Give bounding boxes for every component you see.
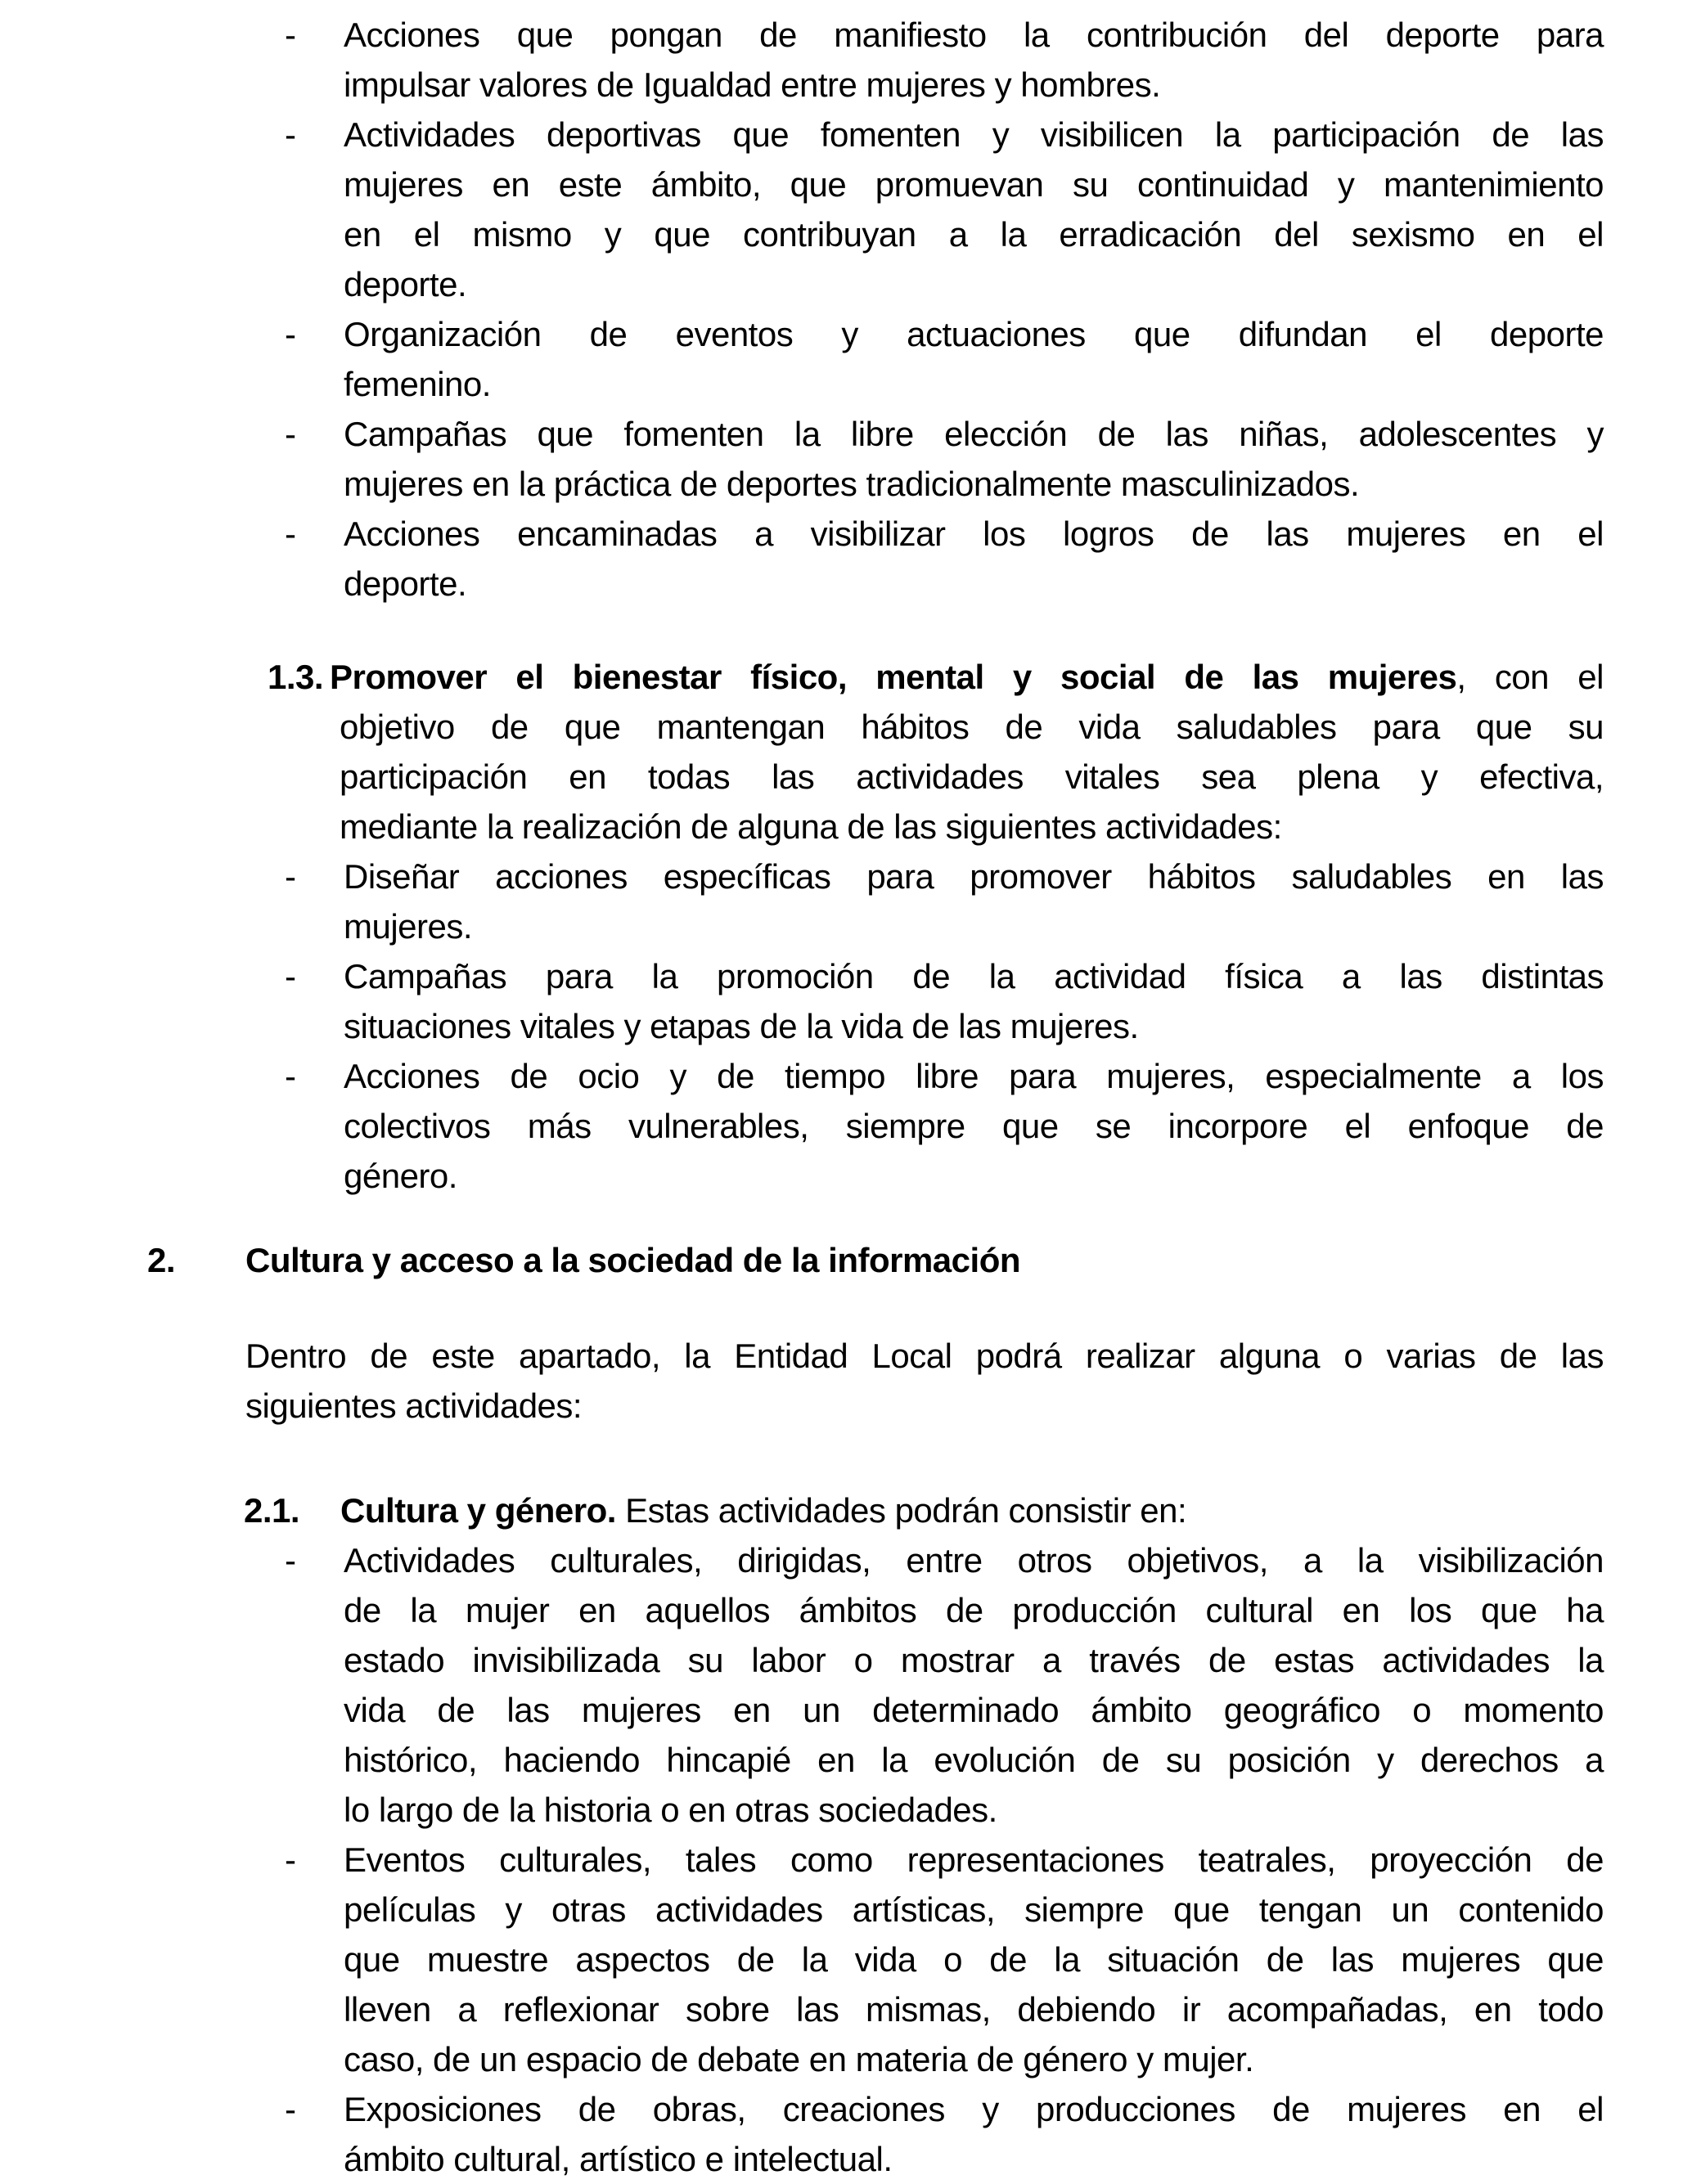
bullet-item <box>285 1835 1604 2084</box>
bold-text-segment: Promover el bienestar físico, mental y social de las mujeres <box>330 658 1457 696</box>
blank-line-spacer <box>0 1285 1692 1331</box>
text-line <box>285 1685 1604 1735</box>
blank-line-spacer <box>0 1201 1692 1235</box>
text-line <box>285 901 1604 951</box>
dash-bullet-marker: - <box>285 315 296 353</box>
text-line <box>285 1935 1604 1984</box>
text-line <box>285 2084 1604 2134</box>
bullet-item <box>285 10 1604 110</box>
text-segment: género. <box>344 1157 457 1195</box>
bullet-item <box>285 1051 1604 1201</box>
subsection-heading-2-1 <box>244 1485 1604 1535</box>
dash-bullet-marker: - <box>285 957 296 995</box>
text-line <box>285 1051 1604 1101</box>
bullet-item <box>285 951 1604 1051</box>
text-line <box>147 1235 1604 1285</box>
text-segment: Eventos culturales, tales como representaciones teatrales, proyección de <box>344 1840 1604 1879</box>
text-segment: Acciones de ocio y de tiempo libre para mujeres, especialmente a los <box>344 1057 1604 1095</box>
text-segment: Acciones que pongan de manifiesto la contribución del deporte para <box>344 16 1604 54</box>
dash-bullet-marker: - <box>285 115 296 154</box>
text-segment: en el mismo y que contribuyan a la erradicación del sexismo en el <box>344 215 1604 254</box>
text-line <box>285 10 1604 60</box>
text-segment: Actividades culturales, dirigidas, entre otros objetivos, a la visibilización <box>344 1541 1604 1580</box>
text-segment: Dentro de este apartado, la Entidad Local podrá realizar alguna o varias de las <box>245 1337 1604 1375</box>
dash-bullet-marker: - <box>285 16 296 54</box>
subsection-heading-1-3 <box>268 652 1604 852</box>
text-line <box>285 2134 1604 2184</box>
bullet-item <box>285 110 1604 309</box>
text-segment: Estas actividades podrán consistir en: <box>615 1491 1187 1530</box>
text-line <box>244 1485 1604 1535</box>
text-line <box>285 509 1604 559</box>
text-line <box>285 60 1604 110</box>
text-segment: impulsar valores de Igualdad entre mujeres y hombres. <box>344 65 1161 104</box>
text-segment: mujeres en la práctica de deportes tradicionalmente masculinizados. <box>344 465 1360 503</box>
dash-bullet-marker: - <box>285 2090 296 2128</box>
text-segment: mujeres. <box>344 907 473 946</box>
text-segment: películas y otras actividades artísticas, siempre que tengan un contenido <box>344 1890 1604 1929</box>
text-segment: femenino. <box>344 365 491 403</box>
text-segment: objetivo de que mantengan hábitos de vida saludables para que su <box>340 708 1604 746</box>
text-line <box>285 1001 1604 1051</box>
text-line <box>285 359 1604 409</box>
text-line <box>285 1785 1604 1835</box>
text-segment: Actividades deportivas que fomenten y visibilicen la participación de las <box>344 115 1604 154</box>
text-line <box>245 1381 1604 1431</box>
bullet-item <box>285 852 1604 951</box>
text-line <box>285 852 1604 901</box>
item-number: 2. <box>147 1241 176 1279</box>
text-line <box>285 1535 1604 1585</box>
section-heading-2 <box>147 1235 1604 1285</box>
text-segment: Exposiciones de obras, creaciones y producciones de mujeres en el <box>344 2090 1604 2128</box>
text-line <box>285 1735 1604 1785</box>
bullet-item <box>285 409 1604 509</box>
text-line <box>268 752 1604 802</box>
bold-text-segment: Cultura y acceso a la sociedad de la información <box>245 1241 1021 1279</box>
text-line <box>285 110 1604 160</box>
text-line <box>285 259 1604 309</box>
text-line <box>268 652 1604 702</box>
text-segment: deporte. <box>344 265 467 303</box>
text-line <box>285 1585 1604 1635</box>
text-line <box>285 1101 1604 1151</box>
text-segment: Organización de eventos y actuaciones que difundan el deporte <box>344 315 1604 353</box>
text-segment: colectivos más vulnerables, siempre que se incorpore el enfoque de <box>344 1107 1604 1145</box>
text-segment: , con el <box>1456 658 1604 696</box>
blank-line-spacer <box>0 1431 1692 1485</box>
text-segment: estado invisibilizada su labor o mostrar a través de estas actividades la <box>344 1641 1604 1679</box>
text-line <box>285 459 1604 509</box>
text-segment: caso, de un espacio de debate en materia de género y mujer. <box>344 2040 1254 2078</box>
text-segment: Diseñar acciones específicas para promover hábitos saludables en las <box>344 857 1604 896</box>
text-line <box>285 209 1604 259</box>
text-line <box>285 309 1604 359</box>
bullet-item <box>285 509 1604 609</box>
text-segment: que muestre aspectos de la vida o de la situación de las mujeres que <box>344 1940 1604 1979</box>
text-line <box>285 1635 1604 1685</box>
text-segment: Campañas que fomenten la libre elección de las niñas, adolescentes y <box>344 415 1604 453</box>
text-segment: participación en todas las actividades vitales sea plena y efectiva, <box>340 757 1604 796</box>
text-line <box>285 1151 1604 1201</box>
text-line <box>285 1984 1604 2034</box>
text-segment: Campañas para la promoción de la actividad física a las distintas <box>344 957 1604 995</box>
text-line <box>285 160 1604 209</box>
text-line <box>268 802 1604 852</box>
text-segment: vida de las mujeres en un determinado ámbito geográfico o momento <box>344 1691 1604 1729</box>
text-segment: lleven a reflexionar sobre las mismas, debiendo ir acompañadas, en todo <box>344 1990 1604 2029</box>
text-segment: Acciones encaminadas a visibilizar los logros de las mujeres en el <box>344 515 1604 553</box>
dash-bullet-marker: - <box>285 415 296 453</box>
text-line <box>285 1885 1604 1935</box>
text-line <box>285 1835 1604 1885</box>
dash-bullet-marker: - <box>285 515 296 553</box>
text-segment: ámbito cultural, artístico e intelectual. <box>344 2140 893 2178</box>
text-line <box>285 409 1604 459</box>
blank-line-spacer <box>0 609 1692 652</box>
text-segment: mediante la realización de alguna de las siguientes actividades: <box>340 807 1282 846</box>
bold-text-segment: Cultura y género. <box>340 1491 616 1530</box>
bullet-item <box>285 309 1604 409</box>
text-line <box>245 1331 1604 1381</box>
item-number: 2.1. <box>244 1491 300 1530</box>
dash-bullet-marker: - <box>285 1840 296 1879</box>
text-segment: de la mujer en aquellos ámbitos de producción cultural en los que ha <box>344 1591 1604 1629</box>
text-line <box>285 559 1604 609</box>
text-segment: siguientes actividades: <box>245 1386 583 1425</box>
text-line <box>285 2034 1604 2084</box>
text-segment: deporte. <box>344 564 467 603</box>
dash-bullet-marker: - <box>285 1057 296 1095</box>
dash-bullet-marker: - <box>285 857 296 896</box>
text-line <box>285 951 1604 1001</box>
bullet-item <box>285 1535 1604 1835</box>
text-segment: histórico, haciendo hincapié en la evolución de su posición y derechos a <box>344 1741 1604 1779</box>
text-line <box>268 702 1604 752</box>
text-segment: mujeres en este ámbito, que promuevan su continuidad y mantenimiento <box>344 165 1604 204</box>
dash-bullet-marker: - <box>285 1541 296 1580</box>
section-2-intro-paragraph <box>245 1331 1604 1431</box>
item-number: 1.3. <box>268 658 324 696</box>
text-segment: situaciones vitales y etapas de la vida de las mujeres. <box>344 1007 1139 1045</box>
text-segment: lo largo de la historia o en otras sociedades. <box>344 1791 997 1829</box>
